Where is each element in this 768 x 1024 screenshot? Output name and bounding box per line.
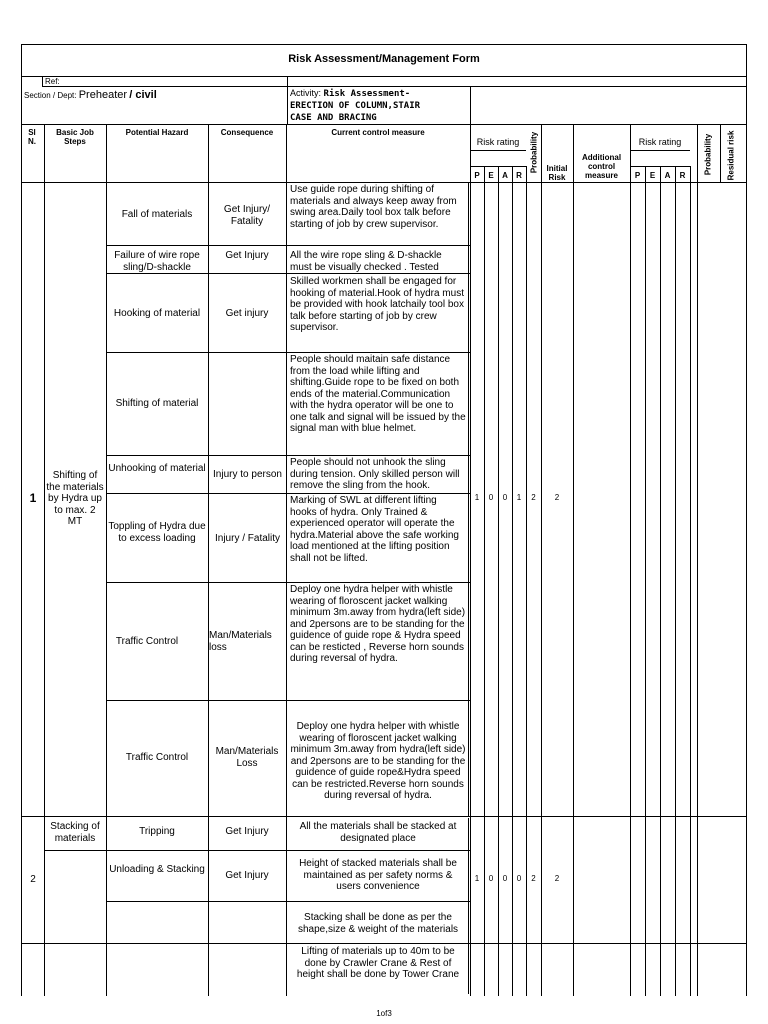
row-2-consequence-2: Get Injury — [225, 870, 269, 881]
row-2-consequence-1: Get Injury — [225, 826, 269, 837]
activity-line-3: CASE AND BRACING — [290, 113, 377, 123]
row-2-hazard-2: Unloading & Stacking — [109, 864, 205, 875]
header-hazard: Potential Hazard — [125, 128, 189, 137]
header-p: P — [474, 171, 480, 180]
row-1-rating-p: 1 — [474, 493, 480, 502]
row-1-consequence-6: Injury / Fatality — [214, 533, 281, 544]
header-e: E — [488, 171, 494, 180]
row-1-probability: 2 — [531, 493, 536, 502]
header-risk-rating: Risk rating — [476, 137, 520, 147]
row-1-hazard-1: Fall of materials — [121, 209, 193, 220]
row-1-rating-a: 0 — [502, 493, 508, 502]
row-2-rating-p: 1 — [474, 874, 480, 883]
row-1-consequence-1: Get Injury/ Fatality — [223, 204, 271, 227]
page-number: 1of3 — [376, 1009, 392, 1018]
activity-block — [290, 88, 420, 124]
row-1-rating-e: 0 — [488, 493, 494, 502]
row-2-probability: 2 — [531, 874, 536, 883]
header-sl-no: Sl N. — [28, 128, 36, 146]
header-consequence: Consequence — [220, 128, 274, 137]
row-1-job-step: Shifting of the materials by Hydra up to max. 2 MT — [46, 470, 104, 527]
header-risk-rating-2: Risk rating — [638, 137, 682, 147]
row-2-sl: 2 — [30, 874, 36, 885]
section-dept — [24, 89, 157, 101]
row-1-consequence-5: Injury to person — [213, 469, 282, 480]
activity-label: Activity: — [290, 88, 322, 98]
row-1-hazard-5: Unhooking of material — [108, 463, 206, 474]
row-1-control-2: All the wire rope sling & D-shackle must be visually checked . Tested — [290, 250, 442, 273]
row-2-hazard-1: Tripping — [139, 826, 175, 837]
section-value-preheater: Preheater — [78, 89, 128, 101]
row-1-control-3: Skilled workmen shall be engaged for hooking of material.Hook of hydra must be provided with hook latchaily tool box talk before starting of job by crew supervisor. — [290, 276, 464, 333]
header-control: Current control measure — [331, 128, 425, 137]
row-1-control-5: People should not unhook the sling during tension. Only skilled person will remove the sling from the hook. — [290, 457, 460, 491]
row-1-control-4: People should maitain safe distance from the load while lifting and shifting.Guide rope to be fixed on both ends of the material.Communication with the hydra operator will be one to one talk and signal will be issued by the signal man with blue helmet. — [290, 354, 466, 434]
section-label: Section / Dept: — [24, 91, 77, 100]
row-1-consequence-2: Get Injury — [225, 250, 269, 261]
row-2-control-3: Stacking shall be done as per the shape,size & weight of the materials — [297, 912, 459, 935]
row-1-control-7: Deploy one hydra helper with whistle wearing of floroscent jacket walking minimum 3m.away from hydra(left side) and 2persons are to be standing for the guidence of guide rope & Hydra speed can be resticted , Reverse horn sounds during reversal of hydra. — [290, 584, 466, 664]
row-1-initial-risk: 2 — [554, 493, 560, 502]
header-job-steps: Basic Job Steps — [56, 128, 94, 146]
row-2-control-1: All the materials shall be stacked at designated place — [299, 821, 457, 844]
ref-label: Ref: — [45, 77, 60, 86]
activity-line-1: Risk Assessment- — [323, 89, 411, 99]
row-2-rating-r: 0 — [516, 874, 522, 883]
activity-line-2: ERECTION OF COLUMN,STAIR — [290, 101, 421, 111]
row-1-sl: 1 — [29, 491, 37, 505]
row-1-rating-r: 1 — [516, 493, 522, 502]
row-1-control-1: Use guide rope during shifting of materials and always keep away from swing area.Daily tool box talk before starting of job by crew supervisor. — [290, 184, 457, 230]
header-a2: A — [664, 171, 671, 180]
header-e2: E — [649, 171, 656, 180]
row-1-control-8: Deploy one hydra helper with whistle wearing of floroscent jacket walking minimum 3m.away from hydra(left side) and 2persons are to be standing for the guidence of guide rope&Hydra speed can be restricted.Reverse horn sounds during reversal of hydra. — [290, 721, 466, 801]
row-1-hazard-7: Traffic Control — [115, 636, 179, 647]
header-probability-2: Probability — [703, 133, 713, 176]
row-1-hazard-3: Hooking of material — [113, 308, 201, 319]
header-residual-risk: Residual risk — [726, 130, 736, 181]
row-1-consequence-8: Man/Materials Loss — [215, 746, 279, 769]
row-2-initial-risk: 2 — [554, 874, 560, 883]
header-r: R — [516, 171, 522, 180]
header-additional: Additional control measure — [581, 153, 622, 180]
section-value-civil: / civil — [129, 89, 157, 101]
header-initial-risk: Initial Risk — [546, 164, 568, 182]
row-3-control-1: Lifting of materials up to 40m to be done by Crawler Crane & Rest of height shall be done by Tower Crane — [296, 946, 460, 980]
row-1-hazard-6: Toppling of Hydra due to excess loading — [108, 521, 206, 544]
header-r2: R — [679, 171, 686, 180]
row-1-consequence-3: Get injury — [225, 308, 269, 319]
row-1-consequence-7: Man/Materials loss — [209, 630, 272, 653]
form-title: Risk Assessment/Management Form — [288, 53, 480, 65]
header-probability: Probability — [529, 131, 539, 174]
row-2-control-2: Height of stacked materials shall be maintained as per safety norms & users convenience — [299, 858, 457, 892]
row-2-rating-e: 0 — [488, 874, 494, 883]
row-1-hazard-8: Traffic Control — [125, 752, 189, 763]
row-1-hazard-4: Shifting of material — [115, 398, 199, 409]
header-a: A — [502, 171, 508, 180]
row-2-job-step: Stacking of materials — [50, 821, 100, 844]
row-2-rating-a: 0 — [502, 874, 508, 883]
row-1-control-6: Marking of SWL at different lifting hooks of hydra. Only Trained & experienced operator will operate the hydra.Material above the safe working load mentioned at the lifting position shall not be lifted. — [290, 495, 459, 564]
row-1-hazard-2: Failure of wire rope sling/D-shackle — [114, 250, 200, 273]
header-p2: P — [634, 171, 641, 180]
